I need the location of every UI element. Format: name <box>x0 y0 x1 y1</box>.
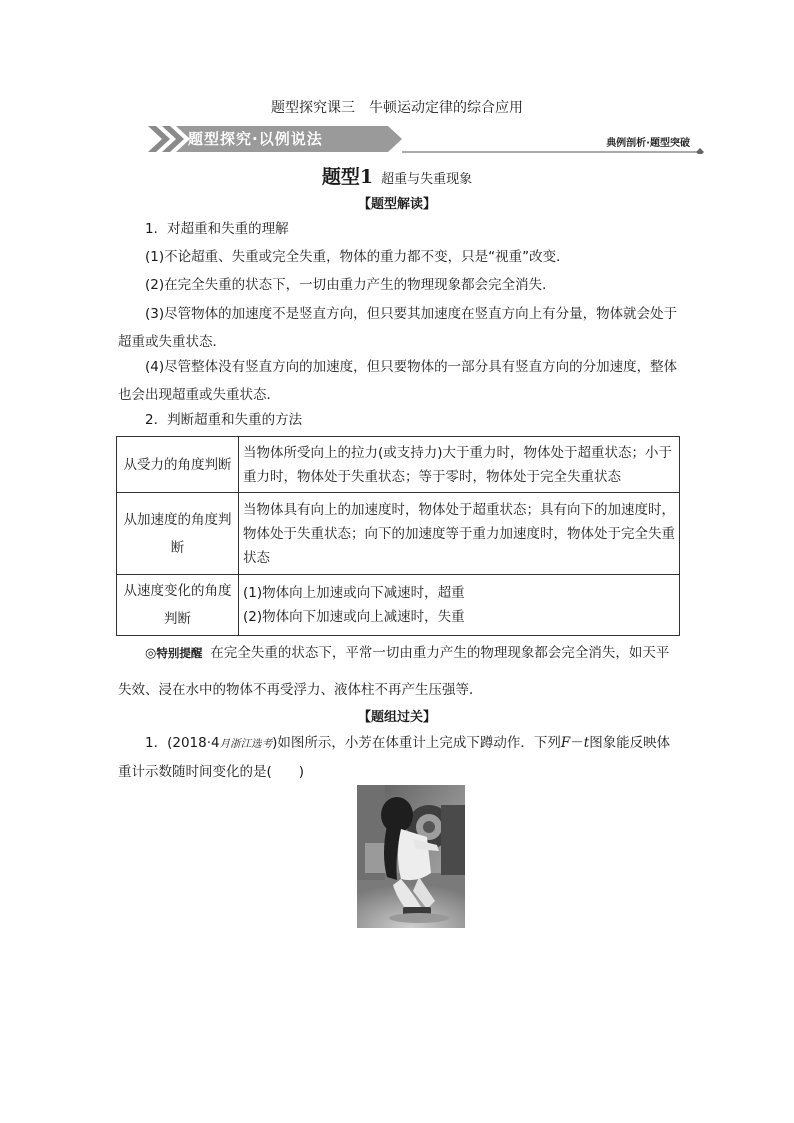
bullseye-icon: ◎ <box>145 646 157 661</box>
table-row <box>117 437 680 493</box>
tip-label: 特别提醒 <box>156 646 203 660</box>
understanding-item: (1)不论超重、失重或完全失重，物体的重力都不变，只是“视重”改变． <box>145 249 570 265</box>
interpretation-heading: 【题型解读】 <box>357 197 436 212</box>
banner-heading: 题型探究·以例说法 <box>188 130 323 148</box>
variable-dash: － <box>570 735 584 751</box>
exercise-heading: 【题组过关】 <box>357 710 436 725</box>
row-label: 从受力的角度判断 <box>117 437 239 493</box>
row-content-line: (2)物体向下加速或向上减速时，失重 <box>243 609 465 625</box>
squatting-girl-photo <box>357 785 465 928</box>
row-content: 当物体具有向上的加速度时，物体处于超重状态；具有向下的加速度时，物体处于失重状态；向下的加速度等于重力加速度时，物体处于完全失重状态 <box>239 493 680 575</box>
question-tail: 图象能反映体重计示数随时间变化的是( ) <box>118 735 671 780</box>
row-content <box>239 575 680 636</box>
section-heading <box>0 162 794 189</box>
understanding-item: (2)在完全失重的状态下，一切由重力产生的物理现象都会完全消失． <box>145 277 556 293</box>
force-variable: F <box>560 735 571 751</box>
section-banner <box>148 124 708 154</box>
time-variable: t <box>583 735 590 751</box>
banner-subtitle: 典例剖析·题型突破 <box>606 138 690 149</box>
understanding-item: (3)尽管物体的加速度不是竖直方向，但只要其加速度在竖直方向上有分量，物体就会处于超重或失重状态． <box>118 306 678 350</box>
table-row <box>117 575 680 636</box>
methods-heading: 2．判断超重和失重的方法 <box>145 412 303 428</box>
question-number: 1．(2018·4 <box>145 735 220 751</box>
tip-text: 在完全失重的状态下，平常一切由重力产生的物理现象都会完全消失，如天平失效、浸在水中的物体不再受浮力、液体柱不再产生压强等． <box>118 645 670 698</box>
section-number: 题型1 <box>321 166 374 188</box>
special-tip <box>118 635 678 708</box>
row-label: 从速度变化的角度判断 <box>117 575 239 636</box>
table-row <box>117 493 680 575</box>
understanding-item: (4)尽管整体没有竖直方向的加速度，但只要物体的一部分具有竖直方向的分加速度，整体也会出现超重或失重状态． <box>118 359 678 403</box>
question-source: 月浙江选考 <box>219 738 273 750</box>
question-stem: )如图所示，小芳在体重计上完成下蹲动作．下列 <box>272 735 561 751</box>
row-content: 当物体所受向上的拉力(或支持力)大于重力时，物体处于超重状态；小于重力时，物体处于失重状态；等于零时，物体处于完全失重状态 <box>239 437 680 493</box>
row-label: 从加速度的角度判断 <box>117 493 239 575</box>
question-text <box>118 729 678 786</box>
methods-table <box>116 436 680 636</box>
row-content-line: (1)物体向上加速或向下减速时，超重 <box>243 585 465 601</box>
page-title: 题型探究课三 牛顿运动定律的综合应用 <box>271 100 523 116</box>
understanding-heading: 1．对超重和失重的理解 <box>145 221 289 237</box>
section-name: 超重与失重现象 <box>381 172 473 187</box>
